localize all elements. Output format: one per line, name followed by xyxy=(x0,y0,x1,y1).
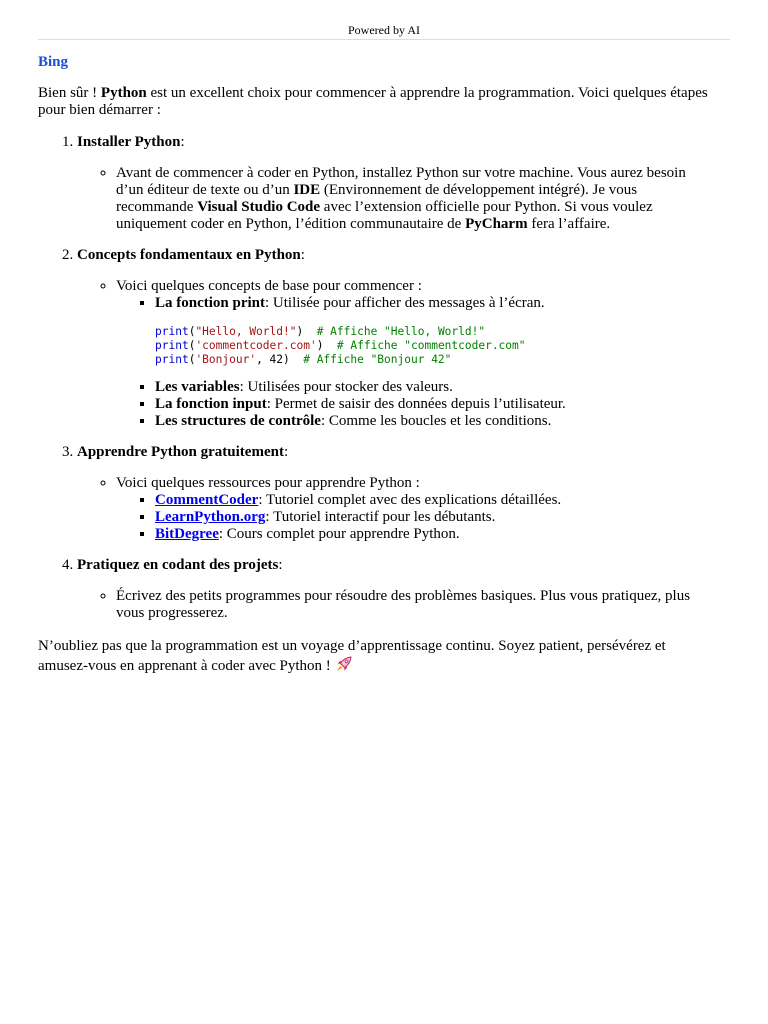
concept-desc: : Comme les boucles et les conditions. xyxy=(320,413,552,429)
step-item xyxy=(77,134,708,233)
list-item xyxy=(155,295,708,367)
step-text: ◦ Écrivez des petits programmes pour résoudre des problèmes basiques. Plus vous pratiquez, plus vous progresserez. xyxy=(116,588,708,622)
step-colon: : xyxy=(283,444,289,460)
list-item xyxy=(155,396,708,413)
concept-label: Les structures de contrôle xyxy=(155,413,321,429)
list-item xyxy=(155,509,708,526)
link-bitdegree[interactable]: BitDegree xyxy=(155,526,219,542)
code-punct: ) xyxy=(316,339,337,352)
concept-label: Les variables xyxy=(155,379,240,395)
code-string: 'Bonjour' xyxy=(195,353,257,366)
header-divider xyxy=(38,39,730,40)
rocket-icon xyxy=(335,655,353,678)
step-colon: : xyxy=(180,134,185,150)
resource-desc: : Tutoriel complet avec des explications détaillées. xyxy=(258,492,562,508)
list-item xyxy=(155,413,708,430)
intro-bold-python: Python xyxy=(100,85,147,101)
code-function: print xyxy=(155,325,189,338)
code-string: "Hello, World!" xyxy=(195,325,297,338)
step-sublist xyxy=(77,588,708,622)
resources-list xyxy=(116,492,708,543)
code-punct: ) xyxy=(296,325,317,338)
code-comment: # Affiche "Hello, World!" xyxy=(316,325,486,338)
step-text-part: Avant de commencer à coder en Python, installez Python sur votre machine. Vous aurez besoin d’un éditeur de texte ou d’un xyxy=(116,165,686,198)
step-title: Pratiquez en codant des projets xyxy=(77,557,279,573)
steps-list xyxy=(38,134,708,622)
concepts-list xyxy=(116,295,708,430)
code-function: print xyxy=(155,353,189,366)
sender-name: Bing xyxy=(38,54,69,70)
outro-text: N’oubliez pas que la programmation est un voyage d’apprentissage continu. Soyez patient, persévérez et amusez-vous en apprenant à coder avec Python ! xyxy=(38,638,666,674)
code-block xyxy=(155,325,708,367)
step-text xyxy=(116,165,708,233)
link-learnpython[interactable]: LearnPython.org xyxy=(155,509,266,525)
step-item xyxy=(77,247,708,430)
step-text-part: fera l’affaire. xyxy=(527,216,611,232)
message-content xyxy=(38,52,708,678)
code-line xyxy=(155,353,451,366)
step-text xyxy=(116,475,708,543)
step-text-bold: Visual Studio Code xyxy=(197,199,321,215)
step-title: Concepts fondamentaux en Python xyxy=(77,247,301,263)
intro-text-2: est un excellent choix pour commencer à apprendre la programmation. Voici quelques étapes pour bien démarrer : xyxy=(38,85,708,118)
code-function: print xyxy=(155,339,189,352)
step-title: Installer Python xyxy=(77,134,181,150)
step-colon: : xyxy=(300,247,305,263)
step-sublist xyxy=(77,278,708,430)
resources-intro: Voici quelques ressources pour apprendre Python : xyxy=(116,475,420,491)
step-title: Apprendre Python gratuitement xyxy=(77,444,284,460)
code-punct: ( xyxy=(188,339,196,352)
code-punct: , 42) xyxy=(256,353,304,366)
step-sublist xyxy=(77,475,708,543)
step-text-bold: PyCharm xyxy=(465,216,528,232)
code-string: 'commentcoder.com' xyxy=(195,339,317,352)
step-text xyxy=(116,278,708,430)
concepts-intro: Voici quelques concepts de base pour commencer : xyxy=(116,278,422,294)
code-punct: ( xyxy=(188,325,196,338)
concept-desc: : Utilisées pour stocker des valeurs. xyxy=(239,379,453,395)
code-comment: # Affiche "commentcoder.com" xyxy=(336,339,526,352)
powered-by-label: Powered by AI xyxy=(348,23,420,37)
resource-desc: : Cours complet pour apprendre Python. xyxy=(218,526,460,542)
code-line xyxy=(155,339,526,352)
concept-label: La fonction input xyxy=(155,396,267,412)
code-line xyxy=(155,325,485,338)
step-text-part: (Environnement de développement intégré). Je vous recommande xyxy=(116,182,638,215)
list-item xyxy=(155,526,708,543)
concept-desc: : Permet de saisir des données depuis l’utilisateur. xyxy=(266,396,566,412)
concept-desc: : Utilisée pour afficher des messages à l’écran. xyxy=(265,295,545,311)
list-item xyxy=(155,379,708,396)
concept-label: La fonction print xyxy=(155,295,266,311)
link-commentcoder[interactable]: CommentCoder xyxy=(155,492,259,508)
step-item xyxy=(77,557,708,622)
step-text-part: avec l’extension officielle pour Python. Si vous voulez uniquement coder en Python, l’édition communautaire de xyxy=(116,199,653,232)
code-comment: # Affiche "Bonjour 42" xyxy=(303,353,452,366)
step-sublist xyxy=(77,165,708,233)
step-colon: : xyxy=(278,557,283,573)
resource-desc: : Tutoriel interactif pour les débutants. xyxy=(265,509,496,525)
intro-paragraph xyxy=(38,85,708,119)
intro-text-1: Bien sûr ! xyxy=(38,85,101,101)
list-item xyxy=(155,492,708,509)
code-punct: ( xyxy=(188,353,196,366)
step-text-bold: IDE xyxy=(293,182,321,198)
step-item xyxy=(77,444,708,543)
outro-paragraph xyxy=(38,638,708,678)
